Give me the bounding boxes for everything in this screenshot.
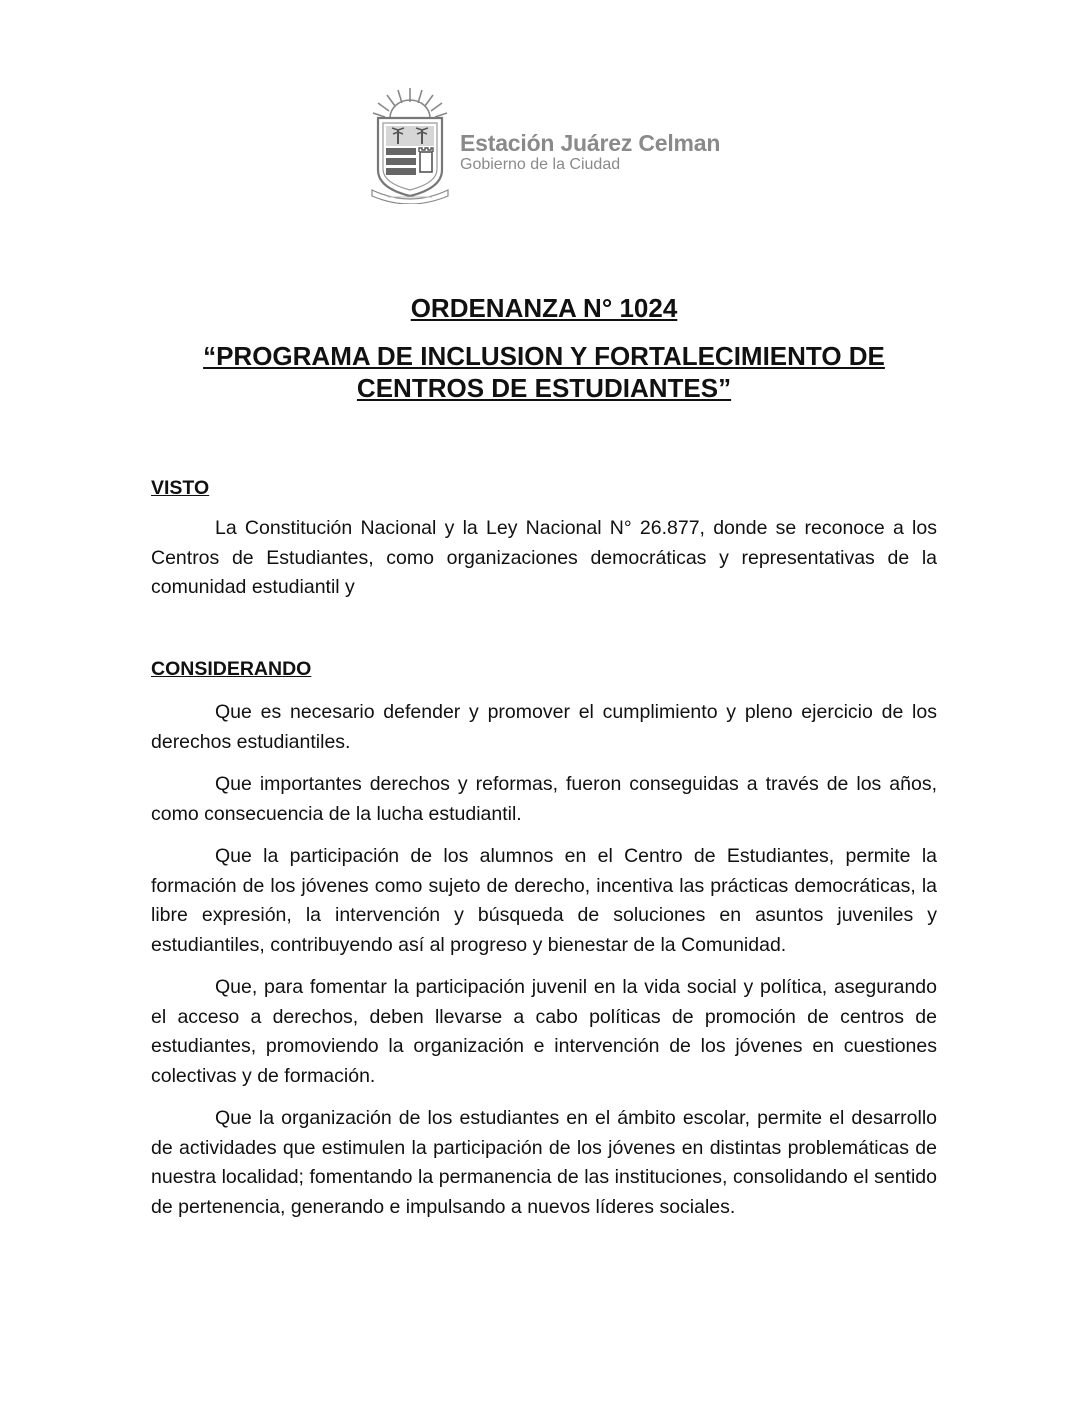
- header-logo: [368, 86, 748, 206]
- paragraph: Que la organización de los estudiantes en el ámbito escolar, permite el desarrollo de actividades que estimulen la participación de los jóvenes en distintas problemáticas de nuestra localidad; fomentando la permanencia de las instituciones, consolidando el sentido de pertenencia, generando e impulsando a nuevos líderes sociales.: [151, 1107, 937, 1218]
- section-heading-visto: VISTO: [151, 477, 210, 499]
- section-heading-considerando: CONSIDERANDO: [151, 658, 312, 680]
- section-body-considerando: [151, 698, 937, 1235]
- section-body-visto: [151, 514, 937, 603]
- document-title: ORDENANZA N° 1024: [410, 293, 678, 323]
- coat-of-arms-icon: [368, 86, 452, 204]
- brand-subtitle: Gobierno de la Ciudad: [460, 156, 621, 173]
- paragraph: Que, para fomentar la participación juvenil en la vida social y política, asegurando el acceso a derechos, deben llevarse a cabo políticas de promoción de centros de estudiantes, promoviendo la organización e intervención de los jóvenes en cuestiones colectivas y de formación.: [151, 976, 937, 1087]
- document-subtitle: “PROGRAMA DE INCLUSION Y FORTALECIMIENTO DE CENTROS DE ESTUDIANTES”: [203, 341, 885, 403]
- brand-name: Estación Juárez Celman: [460, 130, 721, 156]
- paragraph: Que es necesario defender y promover el cumplimiento y pleno ejercicio de los derechos estudiantiles.: [151, 701, 937, 753]
- paragraph: La Constitución Nacional y la Ley Nacional N° 26.877, donde se reconoce a los Centros de Estudiantes, como organizaciones democráticas y representativas de la comunidad estudiantil y: [151, 517, 937, 598]
- paragraph: Que importantes derechos y reformas, fueron conseguidas a través de los años, como consecuencia de la lucha estudiantil.: [151, 773, 937, 825]
- paragraph: Que la participación de los alumnos en el Centro de Estudiantes, permite la formación de los jóvenes como sujeto de derecho, incentiva las prácticas democráticas, la libre expresión, la intervención y búsqueda de soluciones en asuntos juveniles y estudiantiles, contribuyendo así al progreso y bienestar de la Comunidad.: [151, 845, 937, 956]
